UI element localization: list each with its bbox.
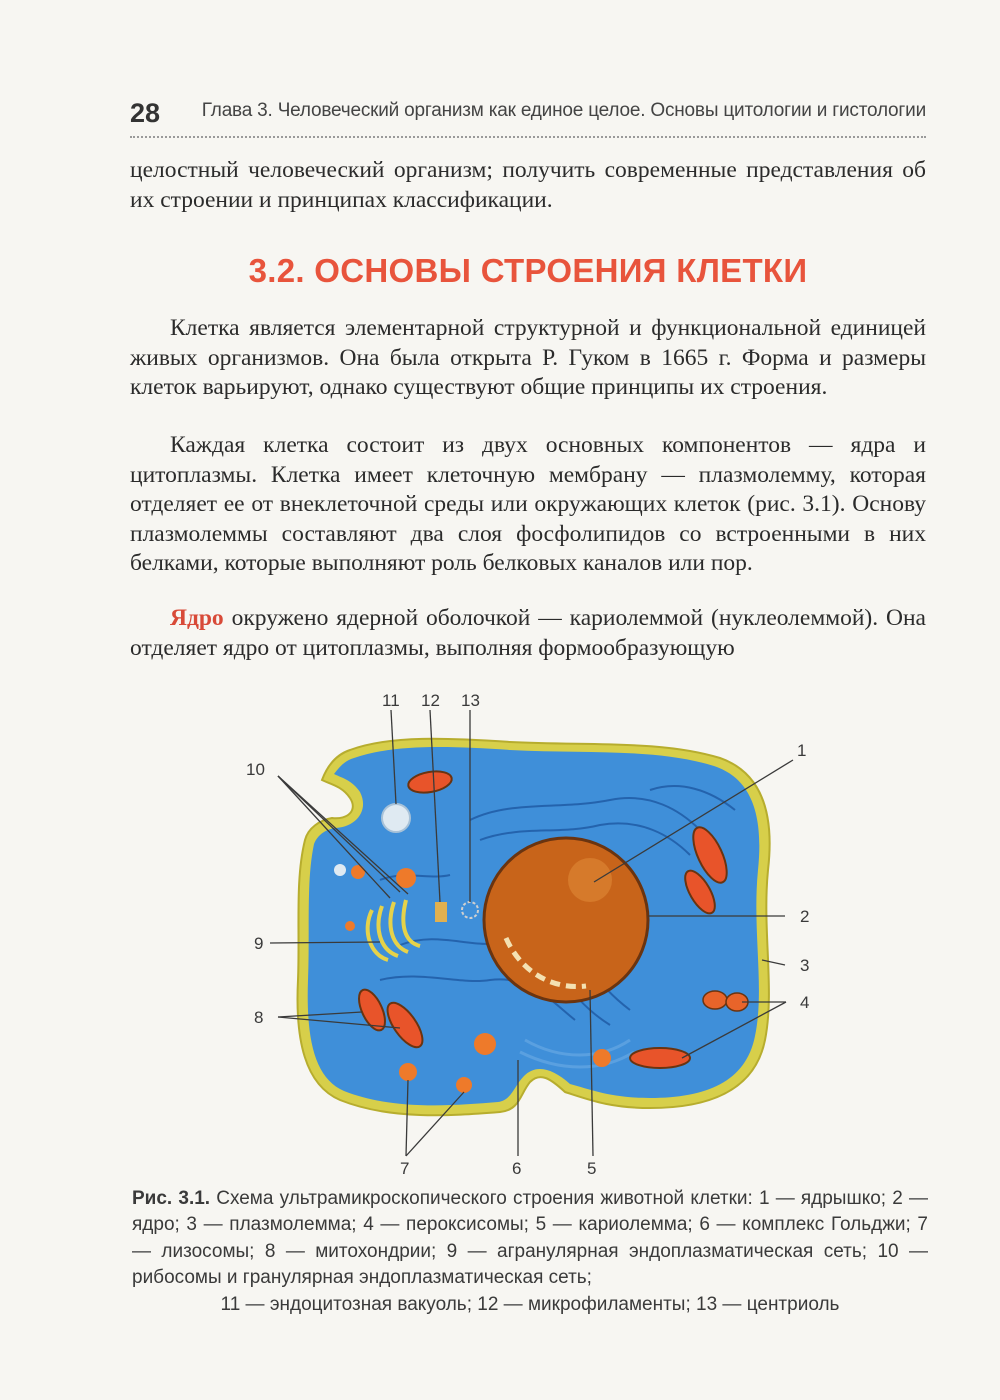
label-10: 10 — [246, 760, 265, 779]
paragraph-2-text: Каждая клетка состоит из двух основных компонентов — ядра и цитоплазмы. Клетка имеет клеточную мембрану — плазмолемму, которая отделяет ее от внеклеточной среды или окружающих клеток (рис. 3.1). Основу плазмолеммы составляют два слоя фосфолипидов со встроенными в них белками, которые выполняют роль белковых каналов или пор. — [130, 432, 926, 577]
page-header — [130, 96, 926, 138]
intro-text: целостный человеческий организм; получить современные представления об их строении и принципах классификации. — [130, 157, 926, 213]
label-2: 2 — [800, 907, 810, 926]
paragraph-3-text: окружено ядерной оболочкой — кариолеммой (нуклеолеммой). Она отделяет ядро от цитоплазмы, выполняя формообразующую — [130, 605, 926, 661]
caption-last-line: 11 — эндоцитозная вакуоль; 12 — микрофиламенты; 13 — центриоль — [220, 1293, 840, 1315]
label-5: 5 — [587, 1159, 597, 1178]
nucleus — [484, 838, 648, 1002]
label-3: 3 — [800, 956, 810, 975]
running-head: Глава 3. Человеческий организм как единое целое. Основы цитологии и гистологии — [201, 100, 926, 121]
intro-paragraph — [130, 156, 926, 215]
paragraph-1 — [130, 314, 926, 403]
section-title: 3.2. ОСНОВЫ СТРОЕНИЯ КЛЕТКИ — [248, 252, 808, 289]
paragraph-2 — [130, 431, 926, 579]
label-13: 13 — [461, 691, 480, 710]
label-8: 8 — [254, 1008, 264, 1027]
label-9: 9 — [254, 934, 264, 953]
label-7: 7 — [400, 1159, 410, 1178]
endocytotic-vacuole — [382, 804, 410, 832]
caption-text: Схема ультрамикроскопического строения животной клетки: 1 — ядрышко; 2 — ядро; 3 — плазмолемма; 4 — пероксисомы; 5 — кариолемма; 6 — комплекс Гольджи; 7 — лизосомы; 8 — митохондрии; 9 — агранулярная эндоплазматическая сеть; 10 — рибосомы и гранулярная эндоплазматическая сеть; — [132, 1188, 928, 1289]
page-number: 28 — [130, 98, 161, 128]
vacuole-small — [334, 864, 346, 876]
label-6: 6 — [512, 1159, 522, 1178]
microfilaments — [435, 902, 447, 922]
label-11: 11 — [382, 691, 400, 710]
label-4: 4 — [800, 993, 810, 1012]
caption-lead: Рис. 3.1. — [132, 1188, 211, 1209]
label-12: 12 — [421, 691, 440, 710]
label-1: 1 — [797, 741, 807, 760]
nucleolus — [568, 858, 612, 902]
term-nucleus: Ядро — [170, 605, 224, 631]
cell-diagram — [230, 680, 830, 1180]
paragraph-3 — [130, 604, 926, 663]
figure-caption — [132, 1186, 928, 1318]
paragraph-1-text: Клетка является элементарной структурной и функциональной единицей живых организмов. Она была открыта Р. Гуком в 1665 г. Форма и размеры клеток варьируют, однако существуют общие принципы их строения. — [130, 315, 926, 401]
